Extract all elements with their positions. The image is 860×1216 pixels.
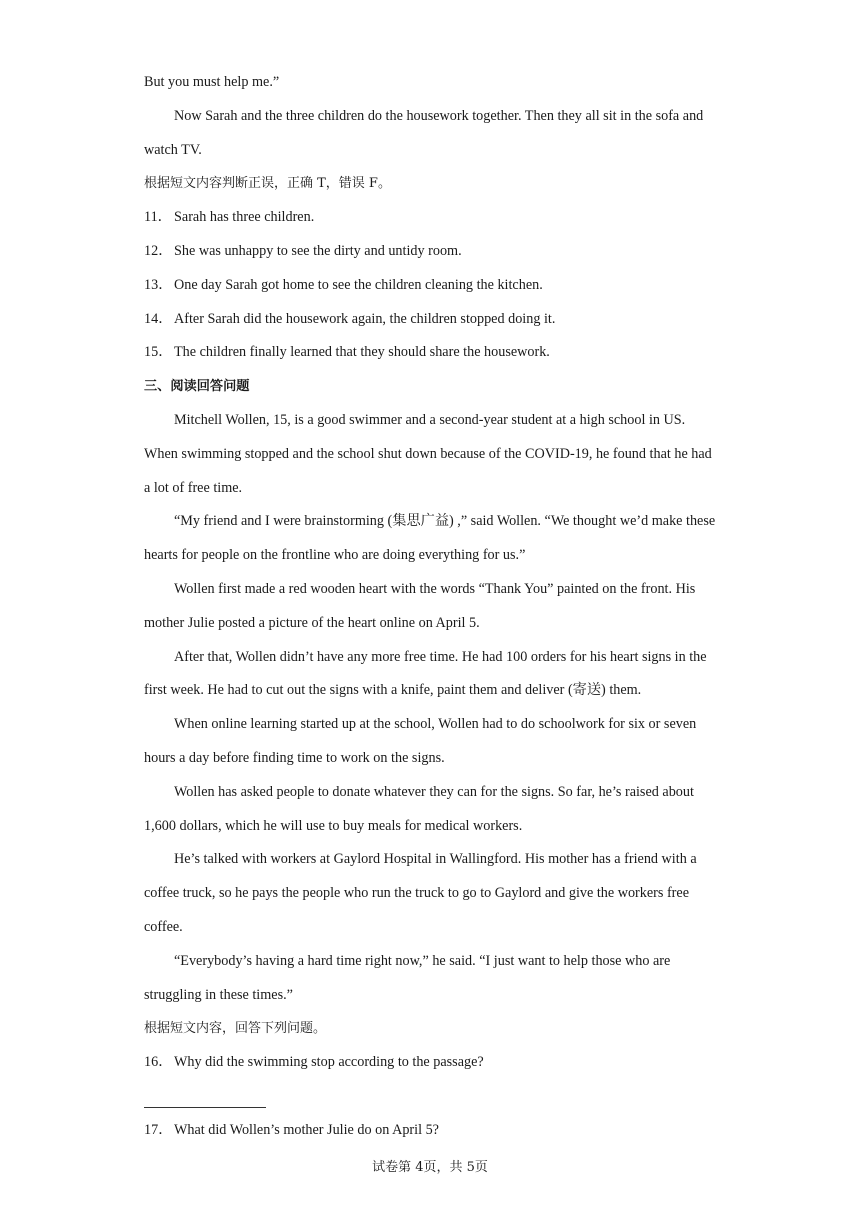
passage-paragraph: Wollen first made a red wooden heart with the words “Thank You” painted on the front. His mother Julie posted a picture of the heart online on April 5.	[144, 580, 696, 631]
question-number: 14．	[144, 310, 173, 327]
question-number: 16．	[144, 1054, 173, 1071]
question-text: What did Wollen’s mother Julie do on April 5?	[174, 1121, 439, 1138]
question-number: 15．	[144, 344, 173, 361]
question-text: One day Sarah got home to see the children cleaning the kitchen.	[174, 276, 543, 293]
question-11	[144, 201, 719, 235]
section3-instruction: 根据短文内容，回答下列问题。	[144, 1021, 327, 1037]
question-text: After Sarah did the housework again, the children stopped doing it.	[174, 310, 556, 327]
passage-paragraph: “My friend and I were brainstorming (集思广益) ,” said Wollen. “We thought we’d make these hearts for people on the frontline who are doing everything for us.”	[144, 513, 716, 564]
question-14	[144, 303, 719, 337]
passage-paragraph: He’s talked with workers at Gaylord Hospital in Wallingford. His mother has a friend with a coffee truck, so he pays the people who run the truck to go to Gaylord and give the workers free coffee.	[144, 851, 697, 935]
passage-paragraph: Mitchell Wollen, 15, is a good swimmer and a second-year student at a high school in US. When swimming stopped and the school shut down because of the COVID-19, he found that he had a lot of free time.	[144, 411, 712, 496]
question-12	[144, 235, 719, 269]
section3-heading: 三、阅读回答问题	[144, 379, 250, 395]
question-text: The children finally learned that they should share the housework.	[174, 344, 550, 361]
question-text: She was unhappy to see the dirty and untidy room.	[174, 242, 462, 259]
question-17	[144, 1114, 719, 1148]
passage-paragraph: After that, Wollen didn’t have any more free time. He had 100 orders for his heart signs in the first week. He had to cut out the signs with a knife, paint them and deliver (寄送) them.	[144, 648, 707, 699]
question-number: 13．	[144, 276, 173, 293]
passage-paragraph: Wollen has asked people to donate whatever they can for the signs. So far, he’s raised about 1,600 dollars, which he will use to buy meals for medical workers.	[144, 783, 694, 834]
passage-paragraph: When online learning started up at the school, Wollen had to do schoolwork for six or seven hours a day before finding time to work on the signs.	[144, 716, 697, 766]
passage-paragraph: Now Sarah and the three children do the housework together. Then they all sit in the sofa and watch TV.	[144, 107, 704, 158]
question-15	[144, 336, 719, 370]
question-16	[144, 1046, 719, 1080]
question-text: Why did the swimming stop according to the passage?	[174, 1054, 484, 1071]
question-13	[144, 269, 719, 303]
question-number: 11．	[144, 209, 172, 226]
section2-instruction: 根据短文内容判断正误，正确 T，错误 F。	[144, 176, 391, 192]
question-text: Sarah has three children.	[174, 209, 315, 226]
question-number: 12．	[144, 242, 173, 259]
question-number: 17．	[144, 1121, 173, 1138]
answer-underline	[144, 1107, 266, 1108]
page-footer: 试卷第 4页，共 5页	[372, 1160, 488, 1175]
page-content	[144, 66, 719, 1148]
passage-text-line: But you must help me.”	[144, 74, 280, 90]
passage-paragraph: “Everybody’s having a hard time right now,” he said. “I just want to help those who are struggling in these times.”	[144, 952, 671, 1003]
answer-blank-16[interactable]	[144, 1080, 719, 1114]
